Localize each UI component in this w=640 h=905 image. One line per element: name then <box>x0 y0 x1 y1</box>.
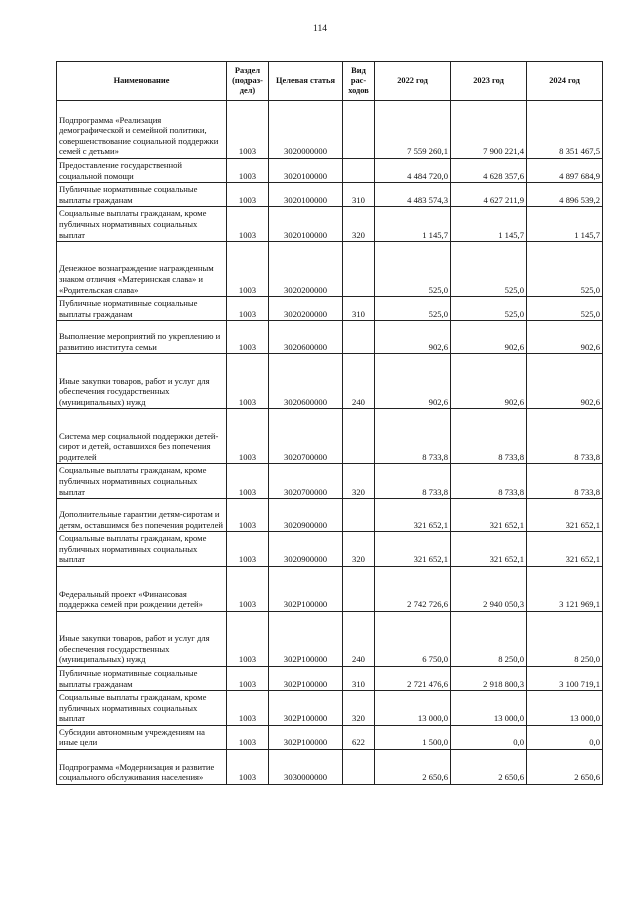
row-2022-cell: 1 145,7 <box>375 207 451 242</box>
row-vr-cell <box>343 242 375 297</box>
table-row <box>57 532 603 567</box>
row-2022-cell: 902,6 <box>375 321 451 354</box>
header-section: Раздел (подраз-дел) <box>227 62 269 101</box>
row-2023-cell: 13 000,0 <box>451 691 527 726</box>
row-2024-cell: 8 733,8 <box>527 464 603 499</box>
row-2022-cell: 1 500,0 <box>375 725 451 749</box>
row-vr-cell: 310 <box>343 297 375 321</box>
table-row <box>57 409 603 464</box>
row-section-cell: 1003 <box>227 464 269 499</box>
table-row <box>57 297 603 321</box>
table-row <box>57 464 603 499</box>
row-section-cell: 1003 <box>227 242 269 297</box>
row-2024-cell: 8 351 467,5 <box>527 101 603 159</box>
row-name-cell: Публичные нормативные социальные выплаты гражданам <box>57 297 227 321</box>
header-code: Целевая статья <box>269 62 343 101</box>
row-vr-cell <box>343 159 375 183</box>
row-2024-cell: 525,0 <box>527 242 603 297</box>
row-code-cell: 3020600000 <box>269 321 343 354</box>
row-name-cell: Социальные выплаты гражданам, кроме публичных нормативных социальных выплат <box>57 532 227 567</box>
row-code-cell: 3020600000 <box>269 354 343 409</box>
table-row <box>57 611 603 666</box>
row-name-cell: Субсидии автономным учреждениям на иные цели <box>57 725 227 749</box>
row-vr-cell: 320 <box>343 691 375 726</box>
row-vr-cell <box>343 566 375 611</box>
row-section-cell: 1003 <box>227 159 269 183</box>
row-name-cell: Выполнение мероприятий по укреплению и развитию института семьи <box>57 321 227 354</box>
row-code-cell: 3020100000 <box>269 183 343 207</box>
row-name-cell: Федеральный проект «Финансовая поддержка семей при рождении детей» <box>57 566 227 611</box>
row-2024-cell: 902,6 <box>527 321 603 354</box>
row-2023-cell: 1 145,7 <box>451 207 527 242</box>
row-name-cell: Социальные выплаты гражданам, кроме публичных нормативных социальных выплат <box>57 691 227 726</box>
row-name-cell: Иные закупки товаров, работ и услуг для обеспечения государственных (муниципальных) нужд <box>57 611 227 666</box>
row-vr-cell: 320 <box>343 532 375 567</box>
row-name-cell: Дополнительные гарантии детям-сиротам и детям, оставшимся без попечения родителей <box>57 499 227 532</box>
table-row <box>57 354 603 409</box>
table-header-row <box>57 62 603 101</box>
row-code-cell: 3020100000 <box>269 159 343 183</box>
row-2024-cell: 321 652,1 <box>527 532 603 567</box>
row-2022-cell: 7 559 260,1 <box>375 101 451 159</box>
row-code-cell: 302P100000 <box>269 666 343 690</box>
row-name-cell: Публичные нормативные социальные выплаты гражданам <box>57 666 227 690</box>
row-2023-cell: 902,6 <box>451 321 527 354</box>
row-2022-cell: 902,6 <box>375 354 451 409</box>
row-2022-cell: 525,0 <box>375 297 451 321</box>
row-vr-cell <box>343 499 375 532</box>
table-row <box>57 499 603 532</box>
row-code-cell: 302P100000 <box>269 566 343 611</box>
row-name-cell: Социальные выплаты гражданам, кроме публичных нормативных социальных выплат <box>57 464 227 499</box>
header-vr: Вид рас-ходов <box>343 62 375 101</box>
row-name-cell: Предоставление государственной социальной помощи <box>57 159 227 183</box>
row-2024-cell: 4 897 684,9 <box>527 159 603 183</box>
row-code-cell: 3020900000 <box>269 499 343 532</box>
row-2022-cell: 8 733,8 <box>375 409 451 464</box>
row-section-cell: 1003 <box>227 725 269 749</box>
row-section-cell: 1003 <box>227 183 269 207</box>
row-2023-cell: 902,6 <box>451 354 527 409</box>
row-section-cell: 1003 <box>227 321 269 354</box>
row-section-cell: 1003 <box>227 499 269 532</box>
row-2022-cell: 2 721 476,6 <box>375 666 451 690</box>
row-2023-cell: 8 733,8 <box>451 464 527 499</box>
row-2024-cell: 8 733,8 <box>527 409 603 464</box>
row-section-cell: 1003 <box>227 566 269 611</box>
page-number: 114 <box>313 24 327 34</box>
budget-table <box>56 61 603 785</box>
row-code-cell: 302P100000 <box>269 611 343 666</box>
row-2023-cell: 321 652,1 <box>451 499 527 532</box>
row-2024-cell: 1 145,7 <box>527 207 603 242</box>
row-2023-cell: 8 733,8 <box>451 409 527 464</box>
row-vr-cell: 240 <box>343 354 375 409</box>
table-row <box>57 691 603 726</box>
row-code-cell: 3030000000 <box>269 750 343 785</box>
row-section-cell: 1003 <box>227 354 269 409</box>
row-2023-cell: 321 652,1 <box>451 532 527 567</box>
table-row <box>57 159 603 183</box>
row-section-cell: 1003 <box>227 691 269 726</box>
row-name-cell: Денежное вознаграждение награжденным знаком отличия «Материнская слава» и «Родительская слава» <box>57 242 227 297</box>
row-2022-cell: 2 742 726,6 <box>375 566 451 611</box>
row-vr-cell: 320 <box>343 464 375 499</box>
header-2023: 2023 год <box>451 62 527 101</box>
table-row <box>57 566 603 611</box>
row-section-cell: 1003 <box>227 409 269 464</box>
row-section-cell: 1003 <box>227 101 269 159</box>
row-2023-cell: 525,0 <box>451 242 527 297</box>
table-row <box>57 101 603 159</box>
row-2024-cell: 8 250,0 <box>527 611 603 666</box>
row-2022-cell: 4 484 720,0 <box>375 159 451 183</box>
row-name-cell: Система мер социальной поддержки детей-сирот и детей, оставшихся без попечения родителей <box>57 409 227 464</box>
table-row <box>57 666 603 690</box>
row-name-cell: Социальные выплаты гражданам, кроме публичных нормативных социальных выплат <box>57 207 227 242</box>
row-2023-cell: 4 628 357,6 <box>451 159 527 183</box>
table-row <box>57 242 603 297</box>
row-2023-cell: 8 250,0 <box>451 611 527 666</box>
row-2024-cell: 2 650,6 <box>527 750 603 785</box>
row-section-cell: 1003 <box>227 297 269 321</box>
row-2022-cell: 321 652,1 <box>375 499 451 532</box>
row-vr-cell <box>343 101 375 159</box>
row-2024-cell: 525,0 <box>527 297 603 321</box>
row-2024-cell: 321 652,1 <box>527 499 603 532</box>
row-vr-cell <box>343 321 375 354</box>
row-code-cell: 3020100000 <box>269 207 343 242</box>
row-2022-cell: 6 750,0 <box>375 611 451 666</box>
row-name-cell: Подпрограмма «Реализация демографической и семейной политики, совершенствование социальной поддержки семей с детьми» <box>57 101 227 159</box>
row-name-cell: Подпрограмма «Модернизация и развитие социального обслуживания населения» <box>57 750 227 785</box>
row-vr-cell: 240 <box>343 611 375 666</box>
row-2024-cell: 4 896 539,2 <box>527 183 603 207</box>
row-code-cell: 3020700000 <box>269 409 343 464</box>
row-2022-cell: 13 000,0 <box>375 691 451 726</box>
row-2023-cell: 4 627 211,9 <box>451 183 527 207</box>
row-2023-cell: 2 650,6 <box>451 750 527 785</box>
row-2023-cell: 2 918 800,3 <box>451 666 527 690</box>
row-vr-cell: 310 <box>343 666 375 690</box>
row-vr-cell: 320 <box>343 207 375 242</box>
row-vr-cell <box>343 409 375 464</box>
row-name-cell: Публичные нормативные социальные выплаты гражданам <box>57 183 227 207</box>
row-section-cell: 1003 <box>227 532 269 567</box>
row-2024-cell: 902,6 <box>527 354 603 409</box>
row-code-cell: 302P100000 <box>269 725 343 749</box>
row-vr-cell: 622 <box>343 725 375 749</box>
row-2022-cell: 8 733,8 <box>375 464 451 499</box>
row-2024-cell: 3 121 969,1 <box>527 566 603 611</box>
table-row <box>57 750 603 785</box>
row-vr-cell <box>343 750 375 785</box>
row-code-cell: 3020200000 <box>269 297 343 321</box>
row-2022-cell: 4 483 574,3 <box>375 183 451 207</box>
row-code-cell: 3020200000 <box>269 242 343 297</box>
header-name: Наименование <box>57 62 227 101</box>
row-vr-cell: 310 <box>343 183 375 207</box>
row-2024-cell: 3 100 719,1 <box>527 666 603 690</box>
row-2023-cell: 2 940 050,3 <box>451 566 527 611</box>
row-code-cell: 3020000000 <box>269 101 343 159</box>
row-2022-cell: 525,0 <box>375 242 451 297</box>
row-section-cell: 1003 <box>227 750 269 785</box>
row-2022-cell: 2 650,6 <box>375 750 451 785</box>
row-2022-cell: 321 652,1 <box>375 532 451 567</box>
row-2024-cell: 13 000,0 <box>527 691 603 726</box>
row-2023-cell: 525,0 <box>451 297 527 321</box>
row-code-cell: 302P100000 <box>269 691 343 726</box>
row-2024-cell: 0,0 <box>527 725 603 749</box>
row-code-cell: 3020900000 <box>269 532 343 567</box>
row-section-cell: 1003 <box>227 611 269 666</box>
header-2024: 2024 год <box>527 62 603 101</box>
row-2023-cell: 7 900 221,4 <box>451 101 527 159</box>
row-code-cell: 3020700000 <box>269 464 343 499</box>
table-row <box>57 321 603 354</box>
row-section-cell: 1003 <box>227 207 269 242</box>
row-name-cell: Иные закупки товаров, работ и услуг для обеспечения государственных (муниципальных) нужд <box>57 354 227 409</box>
header-2022: 2022 год <box>375 62 451 101</box>
row-2023-cell: 0,0 <box>451 725 527 749</box>
row-section-cell: 1003 <box>227 666 269 690</box>
table-row <box>57 725 603 749</box>
table-row <box>57 183 603 207</box>
table-row <box>57 207 603 242</box>
